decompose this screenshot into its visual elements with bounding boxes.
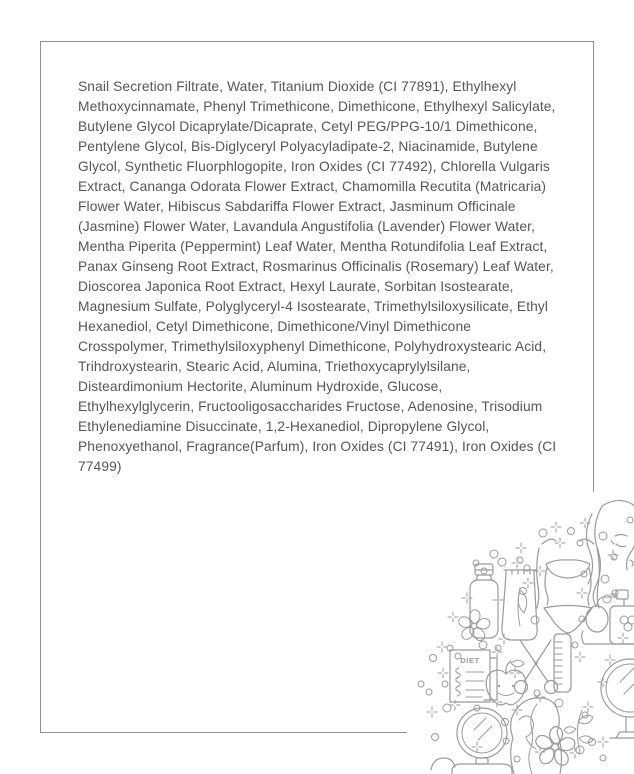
- beauty-illustration: [386, 486, 634, 774]
- ingredients-text: Snail Secretion Filtrate, Water, Titanium Dioxide (CI 77891), Ethylhexyl Methoxycinnamate, Phenyl Trimethicone, Dimethicone, Ethylhexyl Salicylate, Butylene Glycol Dicaprylate/Dicaprate, Cetyl PEG/PPG-10/1 Dimethicone, Pentylene Glycol, Bis-Diglyceryl Polyacyladipate-2, Niacinamide, Butylene Glycol, Synthetic Fluorphlogopite, Iron Oxides (CI 77492), Chlorella Vulgaris Extract, Cananga Odorata Flower Extract, Chamomilla Recutita (Matricaria) Flower Water, Hibiscus Sabdariffa Flower Extract, Jasminum Officinale (Jasmine) Flower Water, Lavandula Angustifolia (Lavender) Flower Water, Mentha Piperita (Peppermint) Leaf Water, Mentha Rotundifolia Leaf Extract, Panax Ginseng Root Extract, Rosmarinus Officinalis (Rosemary) Leaf Water, Dioscorea Japonica Root Extract, Hexyl Laurate, Sorbitan Isostearate, Magnesium Sulfate, Polyglyceryl-4 Isostearate, Trimethylsiloxysilicate, Ethyl Hexanediol, Cetyl Dimethicone, Dimethicone/Vinyl Dimethicone Crosspolymer, Trimethylsiloxyphenyl Dimethicone, Polyhydroxystearic Acid, Trihdroxystearin, Stearic Acid, Alumina, Triethoxycaprylylsilane, Disteardimonium Hectorite, Aluminum Hydroxide, Glucose, Ethylhexylglycerin, Fructooligosaccharides Fructose, Adenosine, Trisodium Ethylenediamine Disuccinate, 1,2-Hexanediol, Dipropylene Glycol, Phenoxyethanol, Fragrance(Parfum), Iron Oxides (CI 77491), Iron Oxides (CI 77499): [78, 79, 557, 474]
- diet-label: DIET: [460, 656, 480, 665]
